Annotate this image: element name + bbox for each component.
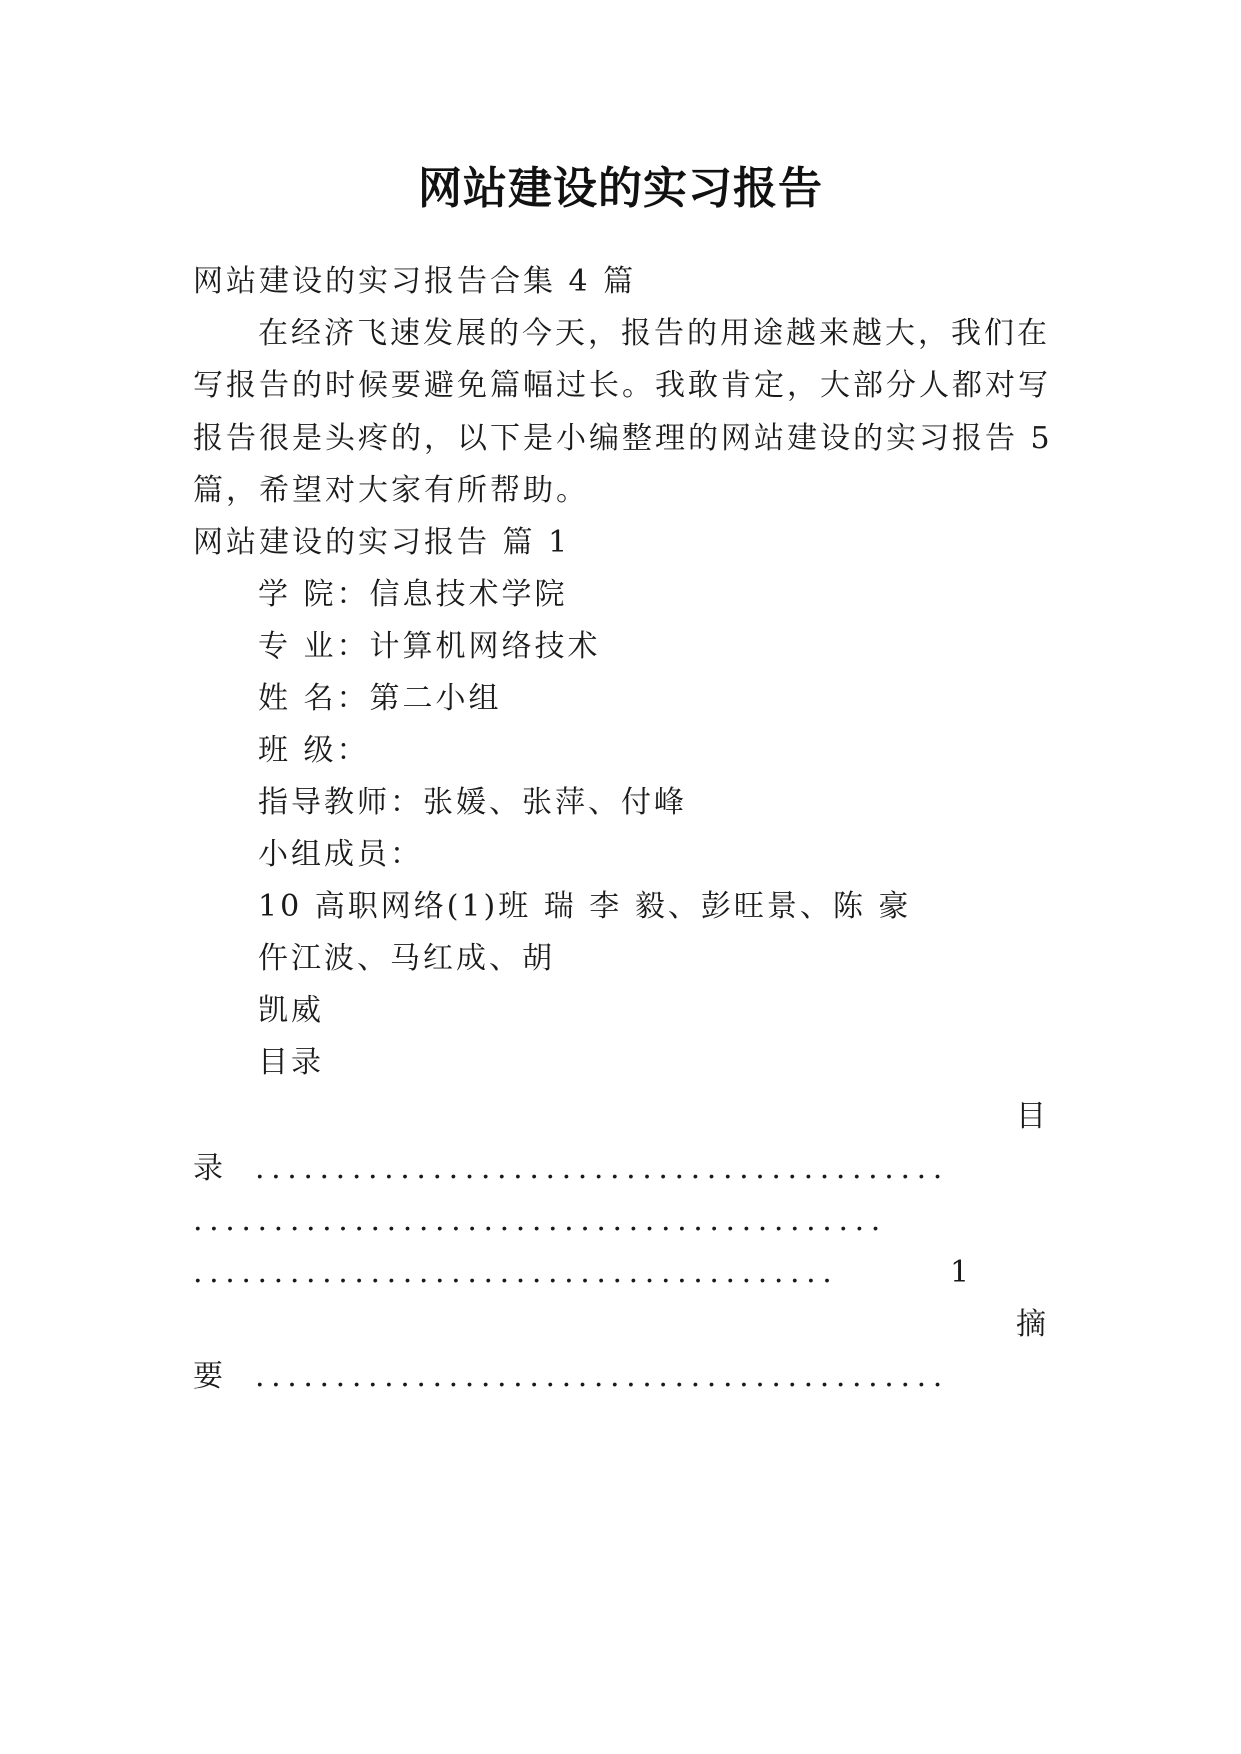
toc-entry2-head: 摘 [1016,1307,1046,1342]
info-college: 学 院：信息技术学院 [258,577,568,612]
member-line-3: 凯威 [258,993,324,1028]
toc-dot-leader-2: ........................................... [193,1203,887,1238]
toc-label: 目录 [258,1045,324,1080]
toc-page-number: 1 [950,1255,970,1290]
section-heading: 网站建设的实习报告 篇 1 [193,525,571,560]
member-line-1: 10 高职网络(1)班 瑞 李 毅、彭旺景、陈 豪 [258,889,912,924]
toc-dot-leader-3: ........................................ [193,1255,839,1290]
info-name: 姓 名：第二小组 [258,681,502,716]
document-title: 网站建设的实习报告 [418,163,823,214]
info-class: 班 级： [258,733,370,768]
info-major: 专 业：计算机网络技术 [258,629,601,664]
intro-line-4: 篇，希望对大家有所帮助。 [193,473,589,508]
intro-line-3: 报告很是头疼的，以下是小编整理的网站建设的实习报告 5 [193,421,1053,456]
intro-line-2: 写报告的时候要避免篇幅过长。我敢肯定，大部分人都对写 [193,368,1051,403]
info-members-label: 小组成员： [258,837,423,872]
toc-dot-leader-1: ........................................... [255,1151,949,1186]
intro-line-1: 在经济飞速发展的今天，报告的用途越来越大，我们在 [258,316,1050,351]
toc-dot-leader-4: ........................................... [255,1359,949,1394]
member-line-2: 仵江波、马红成、胡 [258,941,555,976]
toc-entry2-char: 要 [193,1359,223,1394]
info-teachers: 指导教师：张媛、张萍、付峰 [258,785,687,820]
collection-subtitle: 网站建设的实习报告合集 4 篇 [193,264,637,299]
toc-entry1-head: 目 [1016,1099,1046,1134]
toc-entry1-char: 录 [193,1151,223,1186]
